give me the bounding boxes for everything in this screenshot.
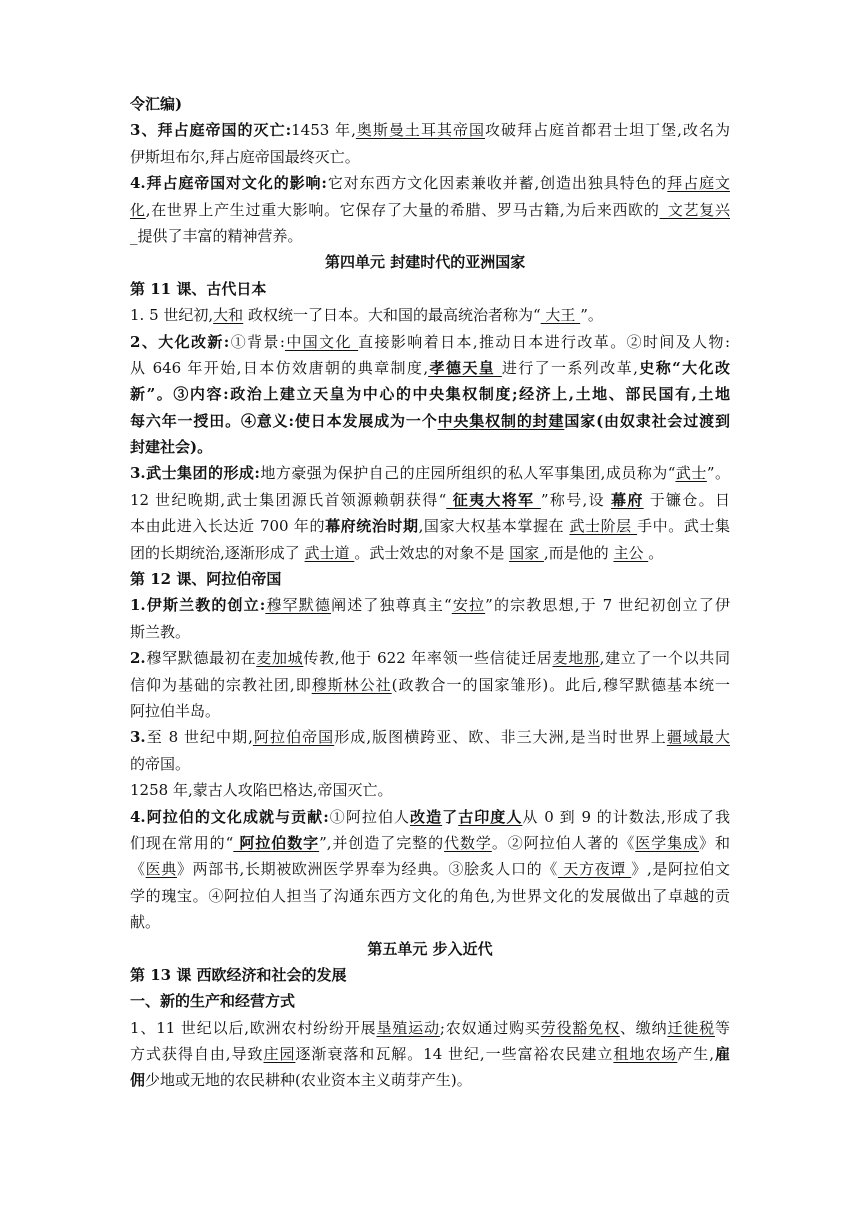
text-run: 医学集成 <box>635 833 700 852</box>
text-line <box>130 144 730 170</box>
text-run: 一、新的生产和经营方式 <box>130 992 296 1011</box>
text-line <box>130 751 730 777</box>
text-run: 等 <box>714 1018 730 1037</box>
text-line <box>130 777 730 803</box>
text-run: 于镰仓。日 <box>643 490 730 509</box>
text-run: 奥斯曼土耳其帝国 <box>355 121 486 140</box>
text-line <box>130 487 730 513</box>
text-run: 1.伊斯兰教的创立: <box>130 596 266 615</box>
text-line <box>130 698 730 724</box>
text-run: 形成,版图横跨亚、欧、非三大洲,是当时世界上 <box>334 728 667 747</box>
text-run: ”,并创造了完整的 <box>319 833 445 852</box>
text-run: 中央集权制的封建 <box>437 411 565 430</box>
text-run: 孝德天皇 <box>428 358 502 377</box>
text-run: ,国家大权基本掌握在 <box>418 517 570 536</box>
text-line <box>130 381 730 407</box>
text-run: 中国文化 <box>284 332 359 351</box>
text-run: 令汇编) <box>130 95 183 113</box>
text-run: 从 646 年开始,日本仿效唐朝的典章制度, <box>130 358 429 377</box>
text-line <box>130 1015 730 1041</box>
text-run: 政权统一了日本。大和国的最高统治者称为“ <box>243 306 541 325</box>
text-run: 它对东西方文化因素兼收并蓄,创造出独具特色的 <box>326 174 668 193</box>
text-run: 1. 5 世纪初, <box>130 306 214 325</box>
text-run: 4.阿拉伯的文化成就与贡献: <box>130 807 329 826</box>
text-run: 本由此进入长达近 700 年的 <box>130 517 326 536</box>
text-run: ”称号,设 <box>540 490 612 509</box>
text-run: 国家 <box>509 543 544 562</box>
text-run: 、缴纳 <box>619 1018 668 1037</box>
text-run: 》,是阿拉伯文 <box>631 860 730 879</box>
text-run: 们现在常用的“ <box>130 833 234 852</box>
text-line <box>130 408 730 434</box>
text-run: 封建社会)。 <box>130 438 213 457</box>
text-run: 产生, <box>677 1045 714 1064</box>
text-line <box>130 672 730 698</box>
text-run: ,建立了一个以共同 <box>599 649 730 668</box>
text-run: 献。 <box>130 913 161 932</box>
text-run: 穆罕默德最初在 <box>145 649 257 668</box>
text-run: ①背景: <box>229 332 285 351</box>
text-line <box>130 355 730 381</box>
text-run: 斯兰教。 <box>130 622 191 641</box>
text-run: 劳役豁免权 <box>540 1018 620 1037</box>
text-run: 安拉 <box>451 596 486 615</box>
text-run: (政教合一的国家雏形)。此后,穆罕默德基本统一 <box>391 675 730 694</box>
text-run: 。 <box>648 543 664 562</box>
text-run: 第 13 课 西欧经济和社会的发展 <box>130 965 347 984</box>
text-run: 穆罕默德 <box>265 596 332 615</box>
text-run: 阿拉伯数字 <box>233 833 320 852</box>
text-line <box>130 619 730 645</box>
text-run: _提供了丰富的精神营养。 <box>130 226 303 245</box>
text-line <box>130 117 730 143</box>
text-run: 逐渐衰落和瓦解。14 世纪,一些富裕农民建立 <box>295 1045 614 1064</box>
text-run: ”。 <box>706 464 730 483</box>
text-run: 1453 年, <box>291 121 356 140</box>
text-line <box>130 645 730 671</box>
text-run: 幕府 <box>611 490 644 509</box>
text-line <box>130 566 730 592</box>
text-run: 学的瑰宝。④阿拉伯人担当了沟通东西方文化的角色,为世界文化的发展做出了卓越的贡 <box>130 886 730 905</box>
text-line <box>130 962 730 988</box>
text-run: 麦地那 <box>552 649 600 668</box>
text-line <box>130 804 730 830</box>
text-run: 2. <box>130 649 146 668</box>
text-line <box>130 1067 730 1093</box>
text-line <box>130 883 730 909</box>
text-run: 第 12 课、阿拉伯帝国 <box>130 570 282 589</box>
text-run: 信仰为基础的宗教社团,即 <box>130 675 312 694</box>
text-run: 直接影响着日本,推动日本进行改革。②时间及人物: <box>358 332 730 351</box>
text-run: 改造 <box>410 807 443 826</box>
text-run: 国家(由奴隶社会过渡到 <box>564 411 730 430</box>
text-run: 疆域最大 <box>666 728 730 747</box>
text-line <box>130 249 730 275</box>
text-run: 》两部书,长期被欧洲医学界奉为经典。③脍炙人口的《 <box>176 860 558 879</box>
text-run: ,在世界上产生过重大影响。它保存了大量的希腊、罗马古籍,为后来西欧的 <box>145 200 660 219</box>
text-run: 化 <box>130 200 146 219</box>
text-line <box>130 91 730 117</box>
text-run: ①阿拉伯人 <box>328 807 411 826</box>
text-run: 史称“大化改 <box>637 358 730 377</box>
text-run: ”。 <box>580 306 603 325</box>
text-run: ”的宗教思想,于 7 世纪初创立了伊 <box>485 596 730 615</box>
text-line <box>130 434 730 460</box>
text-run: 12 世纪晚期,武士集团源氏首领源赖朝获得“ <box>130 490 447 509</box>
text-run: 武士阶层 <box>569 517 638 536</box>
text-run: 攻破拜占庭首都君士坦丁堡,改名为 <box>485 121 730 140</box>
text-run: 从 0 到 9 的计数法,形成了我 <box>522 807 730 826</box>
text-line <box>130 540 730 566</box>
text-run: 3. <box>130 728 146 747</box>
text-run: 3.武士集团的形成: <box>130 464 260 483</box>
text-run: 天方夜谭 <box>557 860 632 879</box>
text-line <box>130 170 730 196</box>
text-run: 迁徙税 <box>667 1018 715 1037</box>
text-run: 阿拉伯帝国 <box>252 728 335 747</box>
text-run: 每六年一授田。④意义:使日本发展成为一个 <box>130 411 438 430</box>
text-run: 阐述了独尊真主“ <box>331 596 452 615</box>
text-run: 1、11 世纪以后,欧洲农村纷纷开展 <box>130 1018 377 1037</box>
text-run: 佣 <box>130 1071 146 1090</box>
text-run: ,而是他的 <box>543 543 614 562</box>
text-line <box>130 909 730 935</box>
text-run: 新”。③内容:政治上建立天皇为中心的中央集权制度;经济上,土地、部民国有,土地 <box>130 385 730 404</box>
text-line <box>130 276 730 302</box>
text-run: 第四单元 封建时代的亚洲国家 <box>325 253 526 272</box>
text-run: 武士 <box>675 464 707 483</box>
text-run: _文艺复兴 <box>659 200 730 219</box>
text-line <box>130 460 730 486</box>
text-run: 大和 <box>213 306 244 325</box>
text-run: 。武士效忠的对象不是 <box>354 543 510 562</box>
text-run: 4.拜占庭帝国对文化的影响: <box>130 174 327 193</box>
text-run: ;农奴通过购买 <box>439 1018 541 1037</box>
text-run: 代数学 <box>444 833 492 852</box>
text-run: 的帝国。 <box>130 754 191 773</box>
text-line <box>130 197 730 223</box>
text-run: 3、拜占庭帝国的灭亡: <box>130 121 292 140</box>
text-run: 大王 <box>540 306 581 325</box>
text-run: 传教,他于 622 年率领一些信徒迁居 <box>303 649 553 668</box>
text-run: 团的长期统治,逐渐形成了 <box>130 543 305 562</box>
text-run: 庄园 <box>263 1045 296 1064</box>
text-line <box>130 988 730 1014</box>
text-line <box>130 302 730 328</box>
text-line <box>130 329 730 355</box>
text-run: 麦加城 <box>256 649 304 668</box>
text-run: 租地农场 <box>613 1045 678 1064</box>
text-run: 第 11 课、古代日本 <box>130 279 267 298</box>
text-run: 至 8 世纪中期, <box>145 728 253 747</box>
text-run: 伊斯坦布尔,拜占庭帝国最终灭亡。 <box>130 147 360 166</box>
text-run: 了 <box>442 807 459 826</box>
text-line <box>130 936 730 962</box>
text-run: 》和 <box>699 833 730 852</box>
text-run: 少地或无地的农民耕种(农业资本主义萌芽产生)。 <box>145 1071 472 1090</box>
text-run: 雇 <box>714 1045 730 1064</box>
text-run: 手中。武士集 <box>637 517 730 536</box>
text-run: 拜占庭文 <box>667 174 730 193</box>
text-run: 幕府统治时期 <box>325 517 419 536</box>
text-run: 方式获得自由,导致 <box>130 1045 264 1064</box>
text-line <box>130 830 730 856</box>
text-run: 。②阿拉伯人著的《 <box>491 833 636 852</box>
text-line <box>130 856 730 882</box>
text-run: 穆斯林公社 <box>311 675 392 694</box>
text-line <box>130 513 730 539</box>
text-line <box>130 724 730 750</box>
text-line <box>130 592 730 618</box>
text-run: 地方豪强为保护自己的庄园所组织的私人军事集团,成员称为“ <box>259 464 676 483</box>
text-run: 主公 <box>613 543 649 562</box>
text-run: 《 <box>130 860 146 879</box>
text-run: 1258 年,蒙古人攻陷巴格达,帝国灭亡。 <box>130 781 393 800</box>
text-line <box>130 223 730 249</box>
text-run: 阿拉伯半岛。 <box>130 701 221 720</box>
text-run: 医典 <box>145 860 177 879</box>
text-run: 古印度人 <box>458 807 523 826</box>
text-run: 第五单元 步入近代 <box>367 939 493 958</box>
text-run: 垦殖运动 <box>376 1018 440 1037</box>
text-run: 征夷大将军 <box>446 490 541 509</box>
text-line <box>130 1041 730 1067</box>
text-run: 进行了一系列改革, <box>501 358 638 377</box>
text-run: 武士道 <box>304 543 355 562</box>
text-run: 2、大化改新: <box>130 332 230 351</box>
